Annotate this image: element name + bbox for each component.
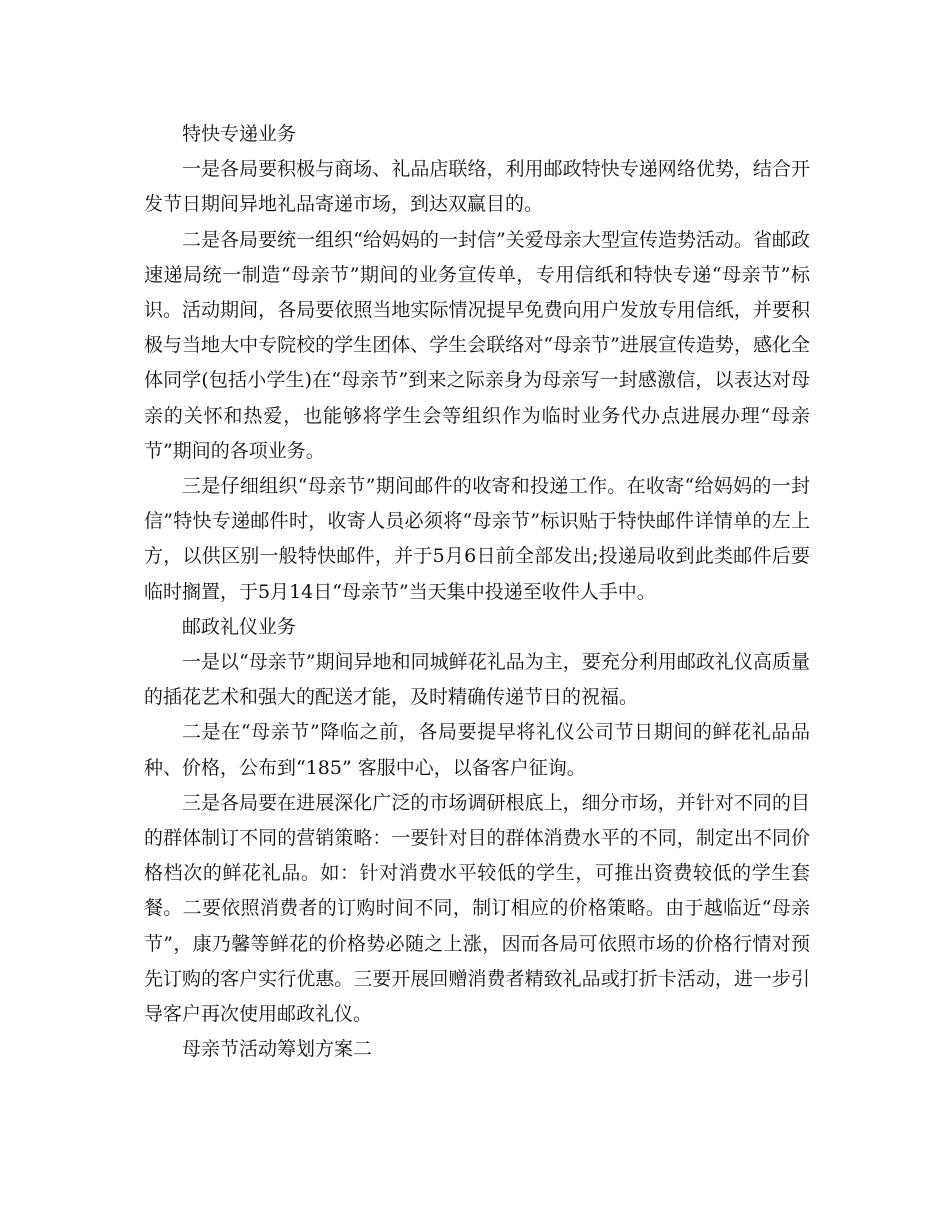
closing-title: 母亲节活动筹划方案二	[182, 1038, 373, 1061]
section-heading-express: 特快专递业务	[182, 123, 297, 145]
paragraph: 三是各局要在进展深化广泛的市场调研根底上，细分市场，并针对不同的目的群体制订不同的营销策略：一要针对目的群体消费水平的不同，制定出不同价格档次的鲜花礼品。如：针对消费水平较低的学生，可推出资费较低的学生套餐。二要依照消费者的订购时间不同，制订相应的价格策略。由于越临近“母亲节”，康乃馨等鲜花的价格势必随之上涨，因而各局可依照市场的价格行情对预先订购的客户实行优惠。三要开展回赠消费者精致礼品或打折卡活动，进一步引导客户再次使用邮政礼仪。	[144, 791, 810, 1026]
document-body	[144, 117, 810, 1067]
section-heading-etiquette: 邮政礼仪业务	[182, 615, 297, 638]
paragraph: 二是各局要统一组织“给妈妈的一封信”关爱母亲大型宣传造势活动。省邮政速递局统一制造“母亲节”期间的业务宣传单，专用信纸和特快专递“母亲节”标识。活动期间，各局要依照当地实际情况提早免费向用户发放专用信纸，并要积极与当地大中专院校的学生团体、学生会联络对“母亲节”进展宣传造势，感化全体同学(包括小学生)在“母亲节”到来之际亲身为母亲写一封感激信，以表达对母亲的关怀和热爱，也能够将学生会等组织作为临时业务代办点进展办理“母亲节”期间的各项业务。	[144, 228, 810, 462]
paragraph: 一是以“母亲节”期间异地和同城鲜花礼品为主，要充分利用邮政礼仪高质量的插花艺术和强大的配送才能，及时精确传递节日的祝福。	[144, 651, 810, 709]
paragraph: 一是各局要积极与商场、礼品店联络，利用邮政特快专递网络优势，结合开发节日期间异地礼品寄递市场，到达双赢目的。	[144, 158, 810, 216]
paragraph: 二是在“母亲节”降临之前，各局要提早将礼仪公司节日期间的鲜花礼品品种、价格，公布到“185” 客服中心，以备客户征询。	[144, 721, 810, 779]
paragraph: 三是仔细组织“母亲节”期间邮件的收寄和投递工作。在收寄“给妈妈的一封信”特快专递邮件时，收寄人员必须将“母亲节”标识贴于特快邮件详情单的左上方，以供区别一般特快邮件，并于5月6日前全部发出;投递局收到此类邮件后要临时搁置，于5月14日“母亲节”当天集中投递至收件人手中。	[144, 475, 810, 603]
